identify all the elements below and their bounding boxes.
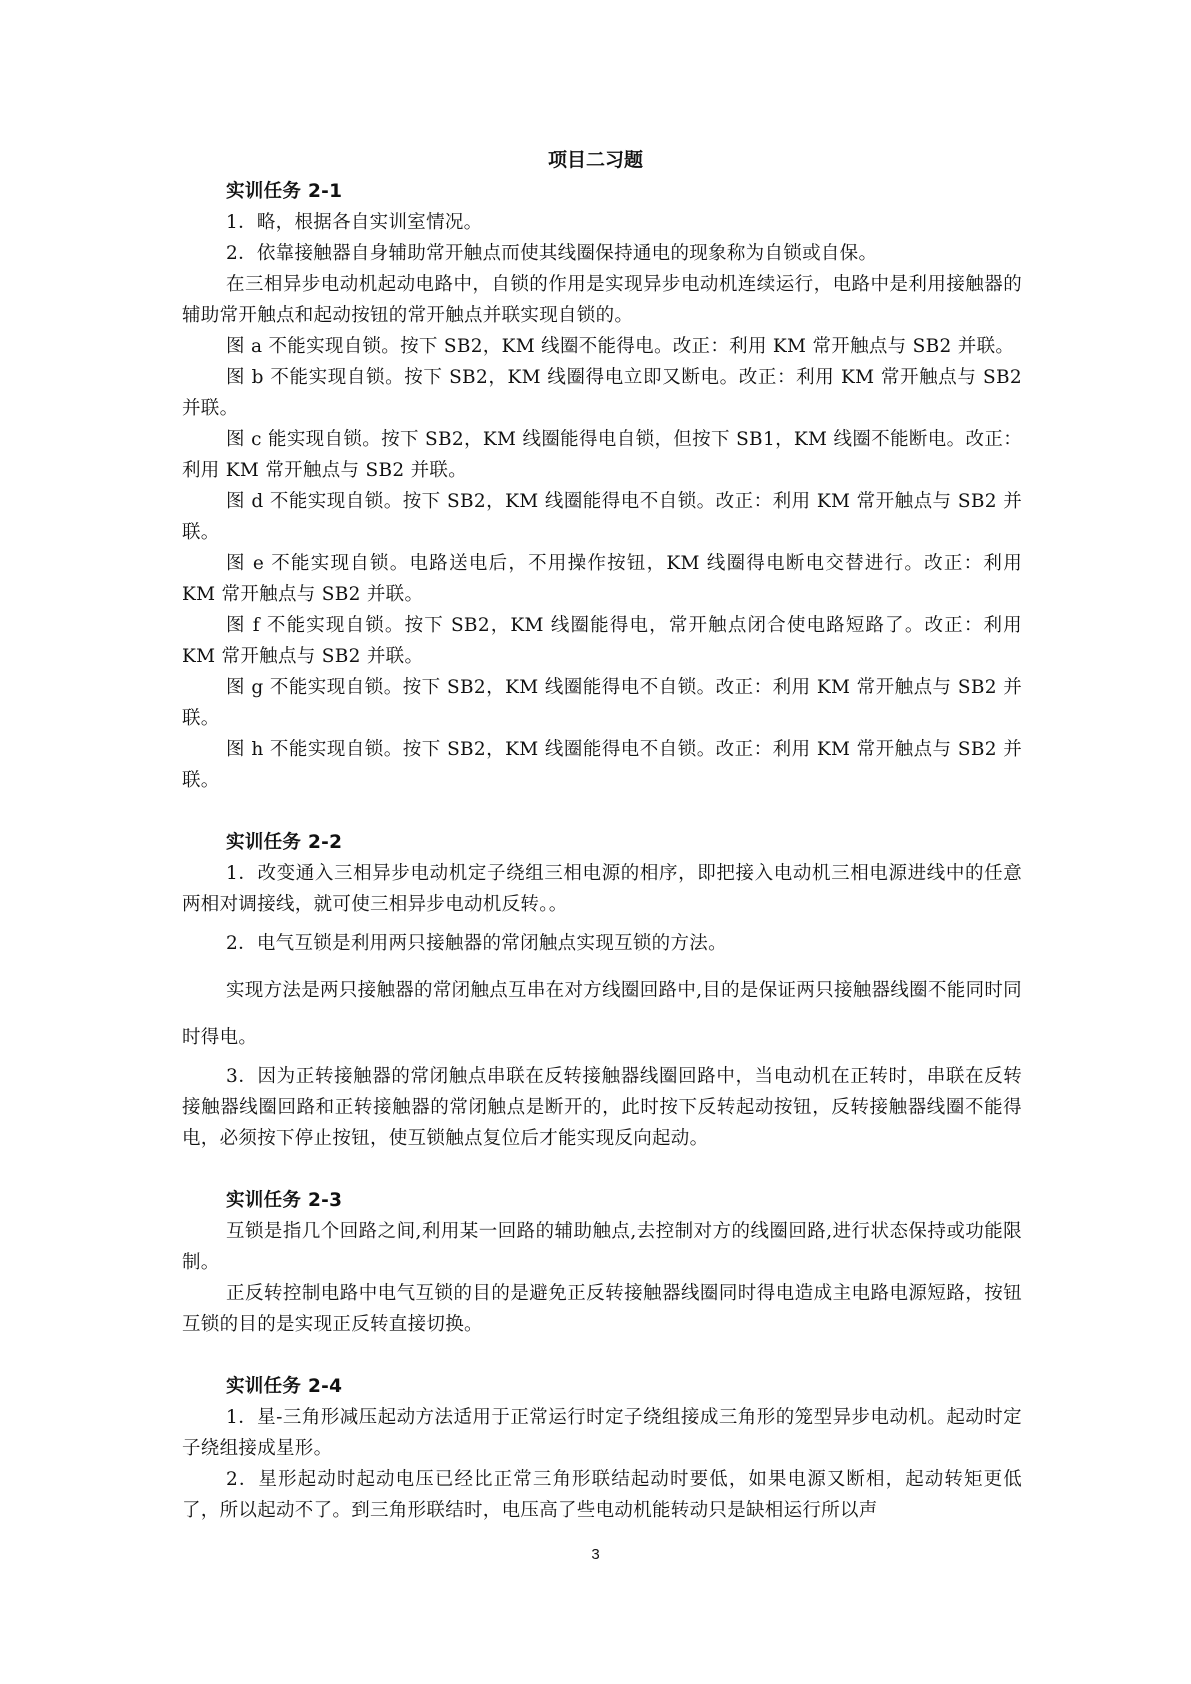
- paragraph: 1．星-三角形减压起动方法适用于正常运行时定子绕组接成三角形的笼型异步电动机。起动时定子绕组接成星形。: [182, 1407, 1022, 1459]
- section-heading: 实训任务 2-1: [226, 181, 343, 202]
- paragraph: 图 d 不能实现自锁。按下 SB2，KM 线圈能得电不自锁。改正：利用 KM 常开触点与 SB2 并联。: [182, 491, 1022, 543]
- section-heading: 实训任务 2-3: [226, 1190, 343, 1211]
- paragraph: 2．电气互锁是利用两只接触器的常闭触点实现互锁的方法。: [226, 933, 727, 954]
- paragraph: 图 b 不能实现自锁。按下 SB2，KM 线圈得电立即又断电。改正：利用 KM 常开触点与 SB2 并联。: [182, 367, 1022, 419]
- page-number: 3: [591, 1546, 600, 1563]
- section-gap: [182, 1340, 1022, 1371]
- paragraph: 在三相异步电动机起动电路中，自锁的作用是实现异步电动机连续运行，电路中是利用接触器的辅助常开触点和起动按钮的常开触点并联实现自锁的。: [182, 274, 1022, 326]
- paragraph: 图 g 不能实现自锁。按下 SB2，KM 线圈能得电不自锁。改正：利用 KM 常开触点与 SB2 并联。: [182, 677, 1022, 729]
- paragraph: 图 c 能实现自锁。按下 SB2，KM 线圈能得电自锁，但按下 SB1，KM 线圈不能断电。改正：利用 KM 常开触点与 SB2 并联。: [182, 429, 1022, 481]
- section-heading: 实训任务 2-2: [226, 832, 343, 853]
- section-heading: 实训任务 2-4: [226, 1376, 343, 1397]
- section-gap: [182, 1154, 1022, 1185]
- paragraph: 图 a 不能实现自锁。按下 SB2，KM 线圈不能得电。改正：利用 KM 常开触点与 SB2 并联。: [226, 336, 1015, 357]
- paragraph: 图 h 不能实现自锁。按下 SB2，KM 线圈能得电不自锁。改正：利用 KM 常开触点与 SB2 并联。: [182, 739, 1022, 791]
- paragraph: 实现方法是两只接触器的常闭触点互串在对方线圈回路中,目的是保证两只接触器线圈不能同时同时得电。: [182, 980, 1022, 1048]
- paragraph: 正反转控制电路中电气互锁的目的是避免正反转接触器线圈同时得电造成主电路电源短路，按钮互锁的目的是实现正反转直接切换。: [182, 1283, 1022, 1335]
- paragraph: 图 f 不能实现自锁。按下 SB2，KM 线圈能得电，常开触点闭合使电路短路了。改正：利用 KM 常开触点与 SB2 并联。: [182, 615, 1022, 667]
- paragraph: 1．改变通入三相异步电动机定子绕组三相电源的相序，即把接入电动机三相电源进线中的任意两相对调接线，就可使三相异步电动机反转。。: [182, 863, 1022, 915]
- paragraph: 3．因为正转接触器的常闭触点串联在反转接触器线圈回路中，当电动机在正转时，串联在反转接触器线圈回路和正转接触器的常闭触点是断开的，此时按下反转起动按钮，反转接触器线圈不能得电，必须按下停止按钮，使互锁触点复位后才能实现反向起动。: [182, 1066, 1022, 1149]
- document-body: [182, 176, 1022, 1526]
- paragraph: 互锁是指几个回路之间,利用某一回路的辅助触点,去控制对方的线圈回路,进行状态保持或功能限制。: [182, 1221, 1022, 1273]
- section-gap: [182, 796, 1022, 827]
- paragraph: 1．略，根据各自实训室情况。: [226, 212, 483, 233]
- paragraph: 2．星形起动时起动电压已经比正常三角形联结起动时要低，如果电源又断相，起动转矩更低了，所以起动不了。到三角形联结时，电压高了些电动机能转动只是缺相运行所以声: [182, 1469, 1022, 1521]
- document-title: 项目二习题: [547, 149, 643, 171]
- paragraph: 图 e 不能实现自锁。电路送电后，不用操作按钮，KM 线圈得电断电交替进行。改正：利用 KM 常开触点与 SB2 并联。: [182, 553, 1022, 605]
- paragraph: 2．依靠接触器自身辅助常开触点而使其线圈保持通电的现象称为自锁或自保。: [226, 243, 878, 264]
